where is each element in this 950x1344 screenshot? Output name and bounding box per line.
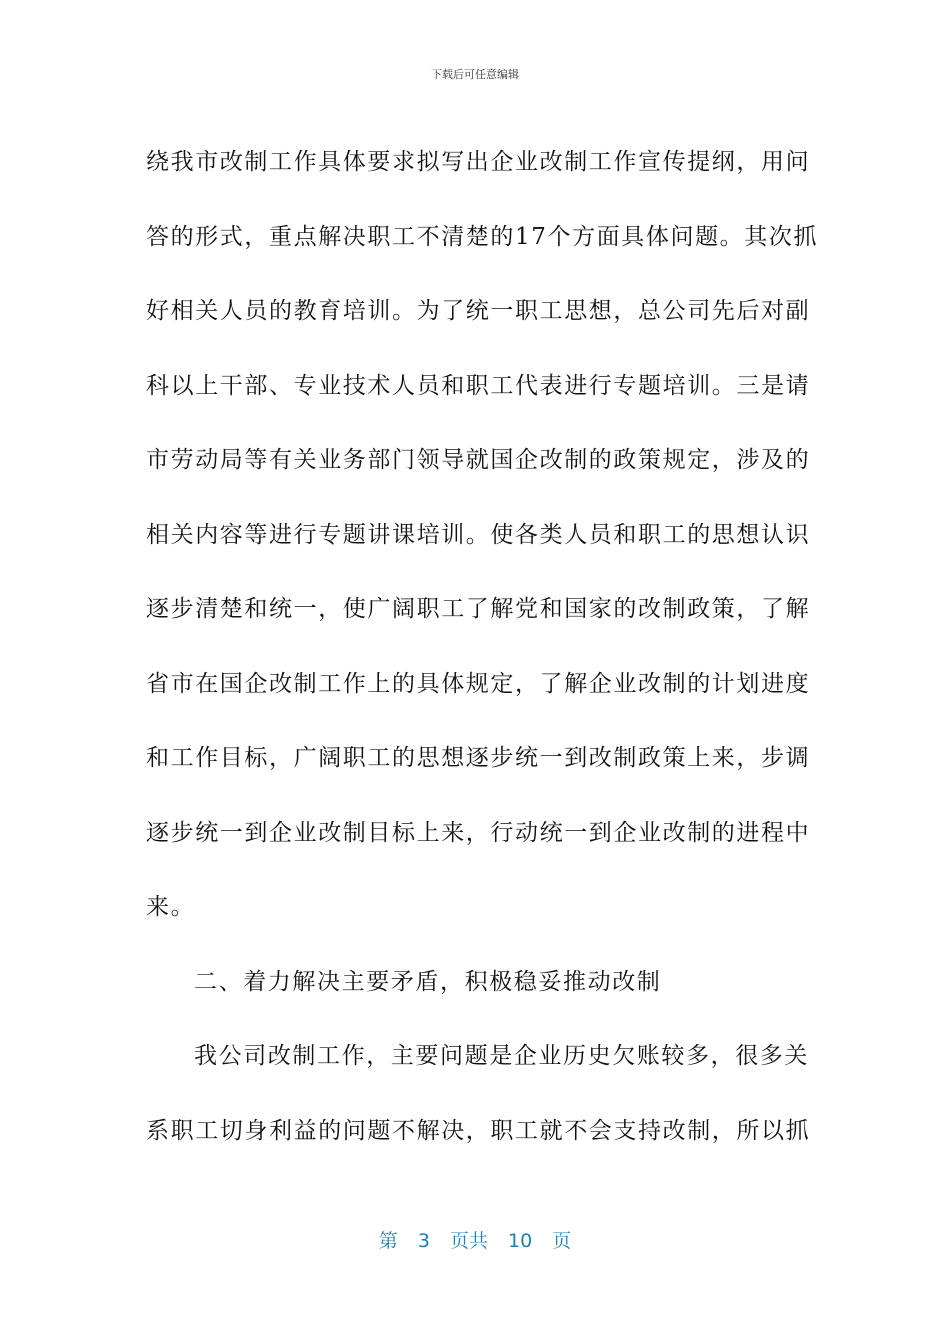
- text-line: 科以上干部、专业技术人员和职工代表进行专题培训。三是请: [146, 372, 811, 399]
- text-line: 和工作目标，广阔职工的思想逐步统一到改制政策上来，步调: [146, 745, 811, 771]
- page-number-label: 第 3 页共 10 页: [378, 1230, 572, 1252]
- text-line: 省市在国企改制工作上的具体规定，了解企业改制的计划进度: [146, 670, 811, 697]
- text-line: 市劳动局等有关业务部门领导就国企改制的政策规定，涉及的: [146, 447, 811, 473]
- text-line: 答的形式，重点解决职工不清楚的17个方面具体问题。其次抓: [146, 223, 819, 250]
- text-line: 相关内容等进行专题讲课培训。使各类人员和职工的思想认识: [146, 521, 811, 548]
- text-line: 我公司改制工作，主要问题是企业历史欠账较多，很多关: [194, 1043, 809, 1069]
- text-line: 系职工切身利益的问题不解决，职工就不会支持改制，所以抓: [146, 1117, 811, 1144]
- text-line: 好相关人员的教育培训。为了统一职工思想，总公司先后对副: [146, 298, 811, 324]
- text-line: 逐步统一到企业改制目标上来，行动统一到企业改制的进程中: [146, 819, 811, 846]
- text-line: 来。: [146, 894, 196, 920]
- document-body: [146, 125, 819, 1168]
- header-note: 下载后可任意编辑: [431, 68, 519, 81]
- page-number: [0, 1226, 950, 1253]
- text-line: 绕我市改制工作具体要求拟写出企业改制工作宣传提纲，用问: [146, 149, 811, 175]
- text-line: 逐步清楚和统一，使广阔职工了解党和国家的改制政策，了解: [146, 596, 811, 622]
- section-heading: 二、着力解决主要矛盾，积极稳妥推动改制: [194, 968, 662, 995]
